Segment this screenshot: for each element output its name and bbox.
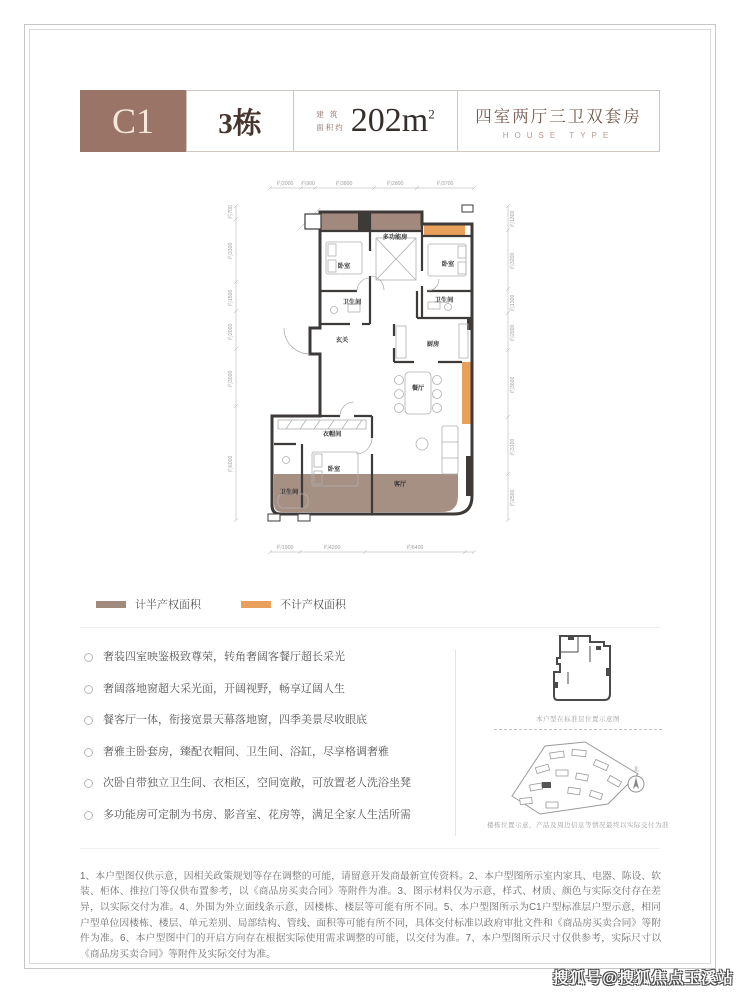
keyplan-outline (554, 636, 610, 700)
bullet-icon (84, 748, 93, 757)
svg-text:约3800: 约3800 (335, 181, 353, 187)
legend-half-area (96, 596, 201, 612)
feature-item (84, 677, 446, 709)
svg-text:约3700: 约3700 (436, 181, 454, 187)
room-label-cloakroom: 衣帽间 (322, 431, 342, 438)
unit-code-badge: C1 (80, 90, 186, 152)
feature-text: 奢雅主卧套房，臻配衣帽间、卫生间、浴缸，尽享格调奢雅 (103, 745, 389, 758)
svg-text:约2000: 约2000 (510, 324, 516, 342)
area-label (316, 109, 345, 133)
header-cells (186, 90, 660, 152)
half-area-swatch (96, 601, 126, 608)
feature-item (84, 645, 446, 677)
keyplan-caption: 本户型在标准层位置示意图 (536, 716, 620, 723)
room-label-kitchen: 厨房 (426, 341, 440, 348)
svg-text:约3600: 约3600 (510, 376, 516, 394)
legend-excluded-area (241, 596, 346, 612)
watermark: 搜狐号@搜狐焦点玉溪站 (552, 970, 734, 987)
svg-text:约6000: 约6000 (228, 455, 234, 473)
svg-text:约2800: 约2800 (386, 181, 404, 187)
window-bay (305, 214, 321, 229)
wall-pier (466, 456, 472, 496)
area-superscript: 2 (428, 106, 435, 122)
room-label-bedroom-bottom: 卧室 (327, 466, 341, 473)
siteplan-caption: 楼栋位置示意，产品及周边信息等情况最终以实际交付为准 (487, 822, 669, 829)
ac-platform-top (462, 205, 473, 212)
svg-text:约900: 约900 (301, 181, 315, 187)
legend (96, 596, 346, 612)
svg-text:约1900: 约1900 (276, 545, 294, 551)
excluded-area-swatch (241, 601, 271, 608)
svg-text:约1300: 约1300 (510, 210, 516, 228)
svg-text:约2500: 约2500 (510, 489, 516, 507)
feature-item (84, 740, 446, 772)
svg-text:约3200: 约3200 (510, 252, 516, 270)
features-list (84, 645, 446, 835)
compass-label: 北 (633, 767, 639, 773)
area-value (351, 104, 435, 138)
header (80, 90, 660, 152)
divider-top (80, 627, 660, 628)
house-type-title: 四室两厅三卫双套房 (475, 107, 642, 126)
bullet-icon (84, 811, 93, 820)
feature-text: 餐客厅一体，衔接宽景天幕落地窗，四季美景尽收眼底 (103, 714, 367, 727)
excluded-area-label: 不计产权面积 (280, 599, 346, 611)
area-label-line1: 建 筑 (316, 110, 340, 119)
svg-text:约3300: 约3300 (228, 242, 234, 260)
bullet-icon (84, 716, 93, 725)
svg-text:约6400: 约6400 (406, 545, 424, 551)
keyplan-thumbnail (538, 632, 626, 712)
area-cell (294, 91, 458, 151)
bullet-icon (84, 685, 93, 694)
area-number: 202m (350, 102, 429, 139)
svg-text:约1300: 约1300 (510, 294, 516, 312)
ac-platform-left (268, 514, 280, 521)
svg-text:约4200: 约4200 (323, 545, 341, 551)
bullet-icon (84, 779, 93, 788)
siteplan (490, 740, 665, 818)
floorplan-drawing (222, 176, 522, 566)
feature-item (84, 708, 446, 740)
svg-text:约1500: 约1500 (228, 289, 234, 307)
house-type-subtitle: HOUSE TYPE (502, 130, 615, 140)
svg-text:约700: 约700 (228, 205, 234, 219)
room-label-dining: 餐厅 (411, 385, 425, 392)
feature-item (84, 803, 446, 835)
half-area-label: 计半产权面积 (135, 599, 201, 611)
balcony-pier (358, 213, 369, 230)
room-label-bath-right: 卫生间 (434, 297, 454, 304)
room-labels (280, 233, 455, 496)
svg-text:约2000: 约2000 (276, 181, 294, 187)
feature-text: 奢装四室映鉴极致尊荣，转角奢阔客餐厅超长采光 (103, 651, 345, 663)
feature-item (84, 771, 446, 803)
svg-text:约3000: 约3000 (228, 370, 234, 388)
divider-vertical (455, 650, 456, 836)
building-number: 3栋 (187, 91, 294, 151)
feature-text: 次卧自带独立卫生间、衣柜区，空间宽敞，可放置老人洗浴坐凳 (103, 777, 411, 790)
room-label-foyer: 玄关 (335, 337, 349, 344)
bullet-icon (84, 653, 93, 662)
divider-bottom (80, 848, 660, 849)
room-label-bedroom-tl: 卧室 (337, 263, 351, 270)
divider-dashed (494, 729, 662, 730)
room-label-bath-bottom: 卫生间 (279, 489, 299, 496)
room-label-living: 客厅 (393, 481, 407, 488)
site-highlighted-building (542, 782, 551, 788)
door-swings (284, 276, 439, 454)
room-label-bedroom-tr: 卧室 (441, 261, 455, 268)
house-type-cell (458, 91, 659, 151)
bay-excluded-area-top (424, 225, 465, 236)
room-label-multifunction: 多功能房 (382, 234, 408, 241)
svg-text:约3100: 约3100 (510, 438, 516, 456)
feature-text: 奢阔落地窗超大采光面，开阔视野，畅享辽阔人生 (103, 682, 345, 695)
room-label-bath-left: 卫生间 (342, 299, 362, 306)
svg-text:约2000: 约2000 (228, 323, 234, 341)
feature-text: 多功能房可定制为书房、影音室、花房等，满足全家人生活所需 (103, 808, 411, 821)
ac-platform-right (298, 514, 310, 521)
area-label-line2: 面积约 (316, 123, 345, 132)
disclaimer-text: 1、本户型图仅供示意，因相关政策规划等存在调整的可能，请留意开发商最新宣传资料。2、本户型图所示室内家具、电器、陈设、软装、柜体、推拉门等仅供布置参考，以《商品房买卖合同》等附件为准。3、图示材料仅为示意，样式、材质、颜色与实际交付存在差异，以实际交付为准。4、外围为外立面线条示意，因楼栋、楼层等可能有所不同。5、本户型图所示为C1户型标准层户型示意，相同户型单位因楼栋、楼层、单元差别、局部结构、管线、面积等可能有所不同，具体交付标准以政府审批文件和《商品房买卖合同》等附件为准。6、本户型图中门的开启方向存在根据实际使用需求调整的可能，以交付为准。7、本户型图所示尺寸仅供参考，实际尺寸以《商品房买卖合同》等附件及实际交付为准。 (80, 870, 661, 960)
